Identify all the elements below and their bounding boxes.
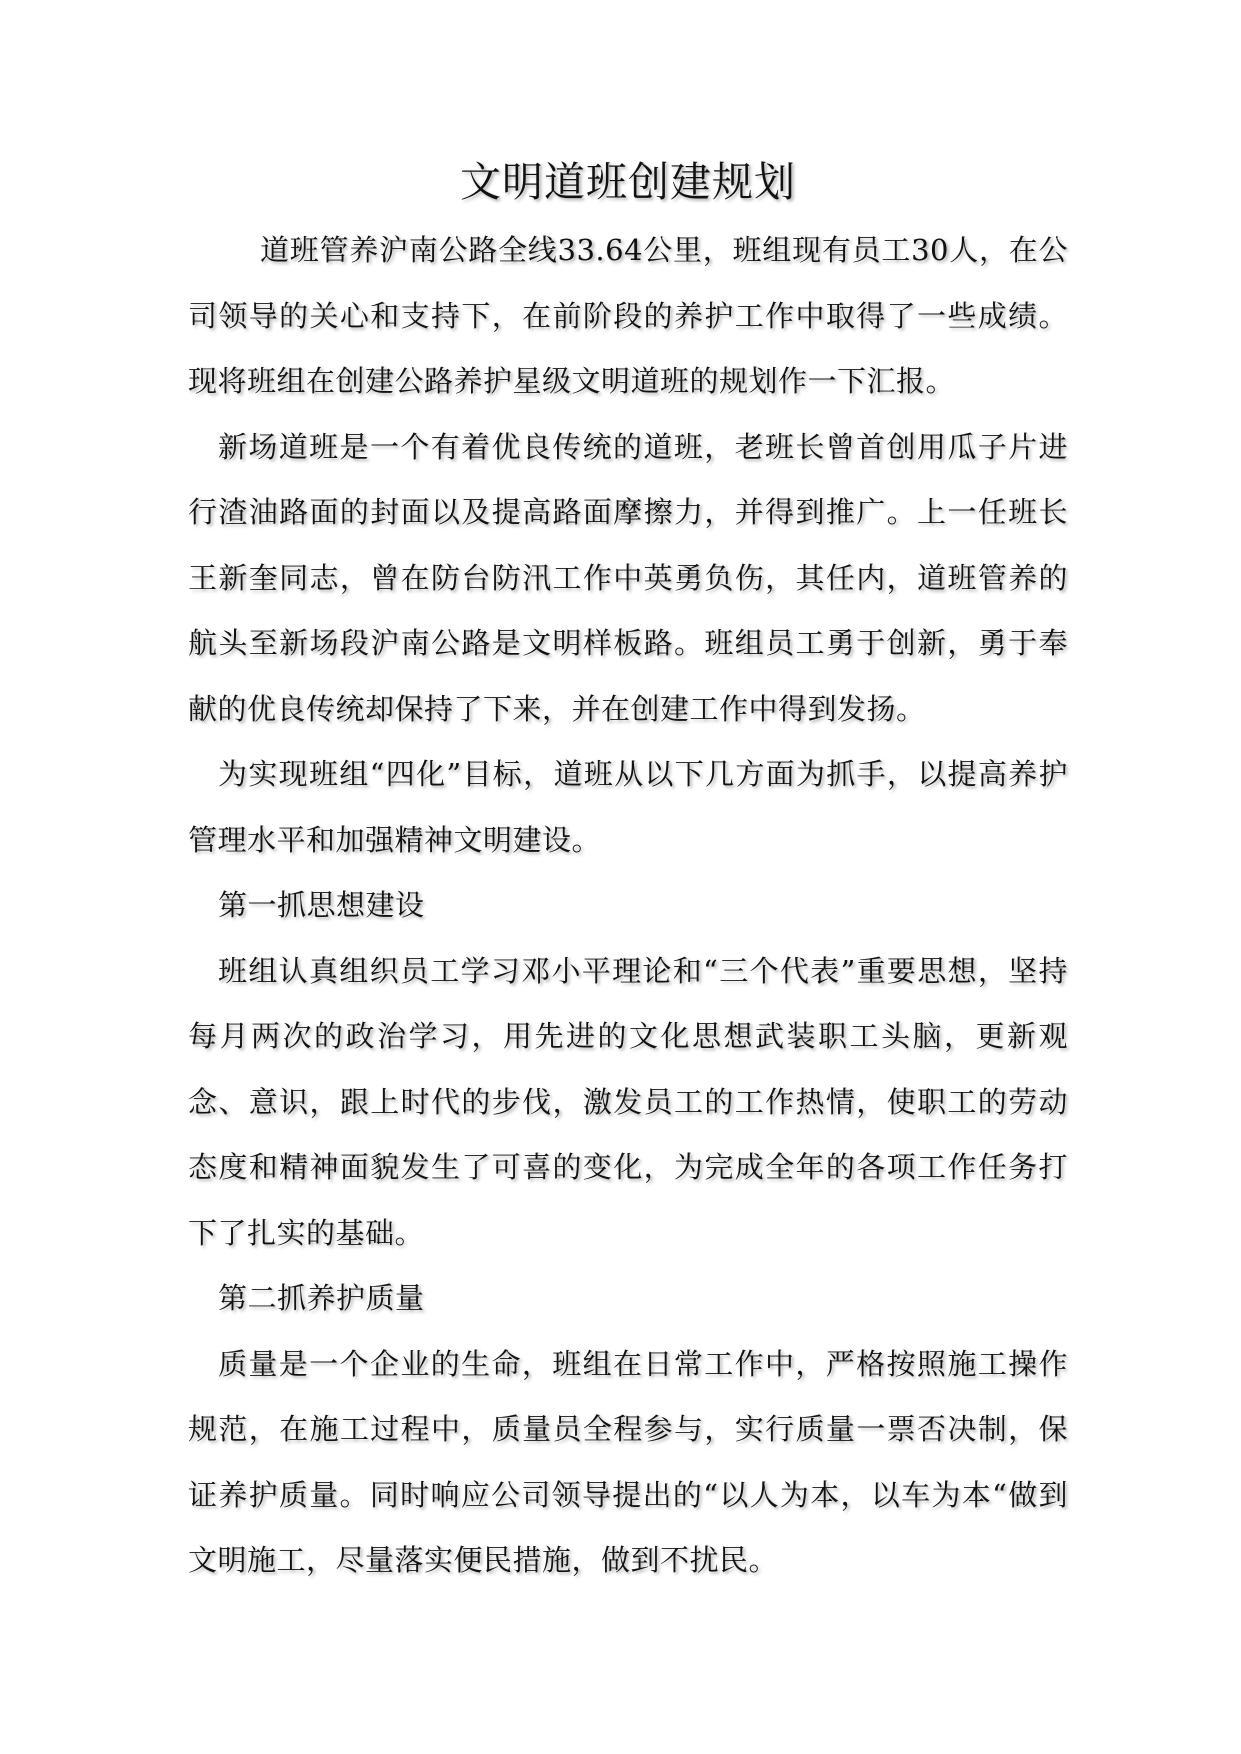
paragraph-intro: 道班管养沪南公路全线33.64公里，班组现有员工30人，在公司领导的关心和支持下，在前阶段的养护工作中取得了一些成绩。现将班组在创建公路养护星级文明道班的规划作一下汇报。	[188, 233, 1068, 398]
document-title: 文明道班创建规划	[460, 158, 796, 206]
paragraph-history: 新场道班是一个有着优良传统的道班，老班长曾首创用瓜子片进行渣油路面的封面以及提高路面摩擦力，并得到推广。上一任班长王新奎同志，曾在防台防汛工作中英勇负伤，其任内，道班管养的航头至新场段沪南公路是文明样板路。班组员工勇于创新，勇于奉献的优良传统却保持了下来，并在创建工作中得到发扬。	[188, 429, 1068, 726]
paragraph-ideology: 班组认真组织员工学习邓小平理论和“三个代表”重要思想，坚持每月两次的政治学习，用先进的文化思想武装职工头脑，更新观念、意识，跟上时代的步伐，激发员工的工作热情，使职工的劳动态度和精神面貌发生了可喜的变化，为完成全年的各项工作任务打下了扎实的基础。	[188, 953, 1068, 1250]
paragraph-quality: 质量是一个企业的生命，班组在日常工作中，严格按照施工操作规范，在施工过程中，质量员全程参与，实行质量一票否决制，保证养护质量。同时响应公司领导提出的“以人为本，以车为本“做到文明施工，尽量落实便民措施，做到不扰民。	[188, 1346, 1068, 1577]
document-body	[188, 150, 1068, 1594]
section-heading-ideology: 第一抓思想建设	[218, 888, 425, 922]
paragraph-goals: 为实现班组“四化”目标，道班从以下几方面为抓手，以提高养护管理水平和加强精神文明建设。	[188, 757, 1068, 857]
section-heading-quality: 第二抓养护质量	[218, 1281, 425, 1315]
